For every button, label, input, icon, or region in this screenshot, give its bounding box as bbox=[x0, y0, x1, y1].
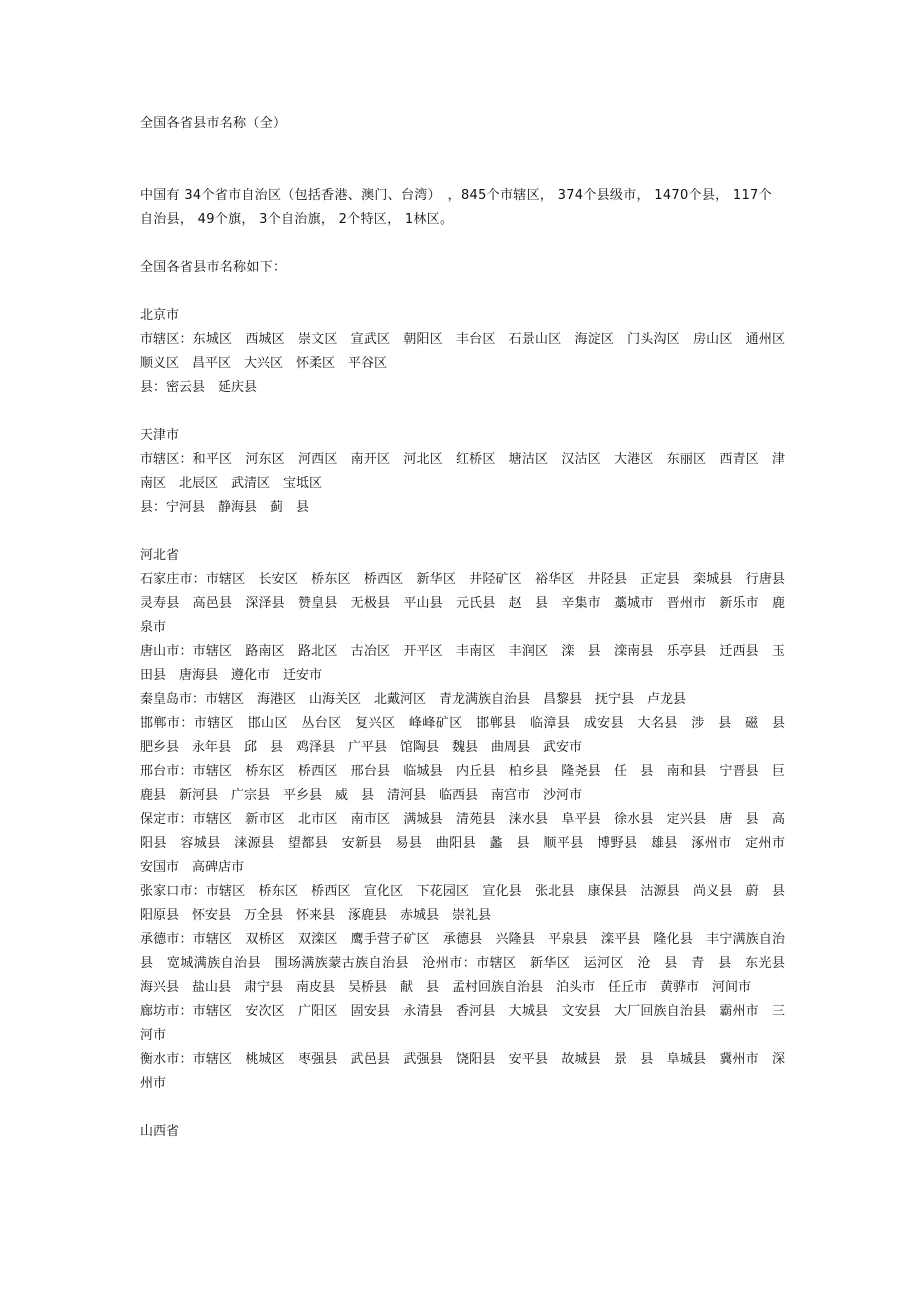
intro-paragraph: 中国有 34个省市自治区（包括香港、澳门、台湾） ，845个市辖区， 374个县级市， 1470个县， 117个自治县， 49个旗， 3个自治旗， 2个特区， 1林区。 bbox=[140, 188, 772, 227]
district-line: 唐山市：市辖区 路南区 路北区 古冶区 开平区 丰南区 丰润区 滦 县 滦南县 乐亭县 迁西县 玉田县 唐海县 遵化市 迁安市 bbox=[140, 644, 785, 683]
district-line: 保定市：市辖区 新市区 北市区 南市区 满城县 清苑县 涞水县 阜平县 徐水县 定兴县 唐 县 高阳县 容城县 涞源县 望都县 安新县 易县 曲阳县 蠡 县 顺平县 博野县 雄县 涿州市 定州市 安国市 高碑店市 bbox=[140, 812, 799, 875]
province-section bbox=[140, 424, 785, 520]
list-heading: 全国各省县市名称如下： bbox=[140, 260, 287, 275]
district-line: 县：宁河县 静海县 蓟 县 bbox=[140, 500, 310, 515]
district-line: 秦皇岛市：市辖区 海港区 山海关区 北戴河区 青龙满族自治县 昌黎县 抚宁县 卢龙县 bbox=[140, 692, 687, 707]
district-line: 承德市：市辖区 双桥区 双滦区 鹰手营子矿区 承德县 兴隆县 平泉县 滦平县 隆化县 丰宁满族自治县 宽城满族自治县 围场满族蒙古族自治县 沧州市：市辖区 新华区 运河区 沧 县 青 县 东光县 海兴县 盐山县 肃宁县 南皮县 吴桥县 献 县 孟村回族自治县 泊头市 任丘市 黄骅市 河间市 bbox=[140, 932, 799, 995]
district-line: 廊坊市：市辖区 安次区 广阳区 固安县 永清县 香河县 大城县 文安县 大厂回族自治县 霸州市 三河市 bbox=[140, 1004, 785, 1043]
province-list bbox=[140, 304, 799, 1144]
province-name: 天津市 bbox=[140, 428, 180, 443]
province-name: 北京市 bbox=[140, 308, 180, 323]
district-line: 石家庄市：市辖区 长安区 桥东区 桥西区 新华区 井陉矿区 裕华区 井陉县 正定县 栾城县 行唐县 灵寿县 高邑县 深泽县 赞皇县 无极县 平山县 元氏县 赵 县 辛集市 藁城市 晋州市 新乐市 鹿泉市 bbox=[140, 572, 799, 635]
district-line: 邯郸市：市辖区 邯山区 丛台区 复兴区 峰峰矿区 邯郸县 临漳县 成安县 大名县 涉 县 磁 县 肥乡县 永年县 邱 县 鸡泽县 广平县 馆陶县 魏县 曲周县 武安市 bbox=[140, 716, 799, 755]
document-page bbox=[140, 112, 799, 1168]
province-section bbox=[140, 304, 799, 400]
district-line: 衡水市：市辖区 桃城区 枣强县 武邑县 武强县 饶阳县 安平县 故城县 景 县 阜城县 冀州市 深州市 bbox=[140, 1052, 785, 1091]
district-line: 张家口市：市辖区 桥东区 桥西区 宣化区 下花园区 宣化县 张北县 康保县 沽源县 尚义县 蔚 县 阳原县 怀安县 万全县 怀来县 涿鹿县 赤城县 崇礼县 bbox=[140, 884, 799, 923]
province-name: 河北省 bbox=[140, 548, 180, 563]
district-line: 邢台市：市辖区 桥东区 桥西区 邢台县 临城县 内丘县 柏乡县 隆尧县 任 县 南和县 宁晋县 巨鹿县 新河县 广宗县 平乡县 威 县 清河县 临西县 南宫市 沙河市 bbox=[140, 764, 785, 803]
province-name: 山西省 bbox=[140, 1124, 180, 1139]
district-line: 市辖区：东城区 西城区 崇文区 宣武区 朝阳区 丰台区 石景山区 海淀区 门头沟区 房山区 通州区 顺义区 昌平区 大兴区 怀柔区 平谷区 bbox=[140, 332, 799, 371]
district-line: 市辖区：和平区 河东区 河西区 南开区 河北区 红桥区 塘沽区 汉沽区 大港区 东丽区 西青区 津南区 北辰区 武清区 宝坻区 bbox=[140, 452, 785, 491]
province-section bbox=[140, 1120, 785, 1144]
document-title: 全国各省县市名称（全） bbox=[140, 116, 287, 131]
district-line: 县：密云县 延庆县 bbox=[140, 380, 258, 395]
province-section bbox=[140, 544, 799, 1096]
